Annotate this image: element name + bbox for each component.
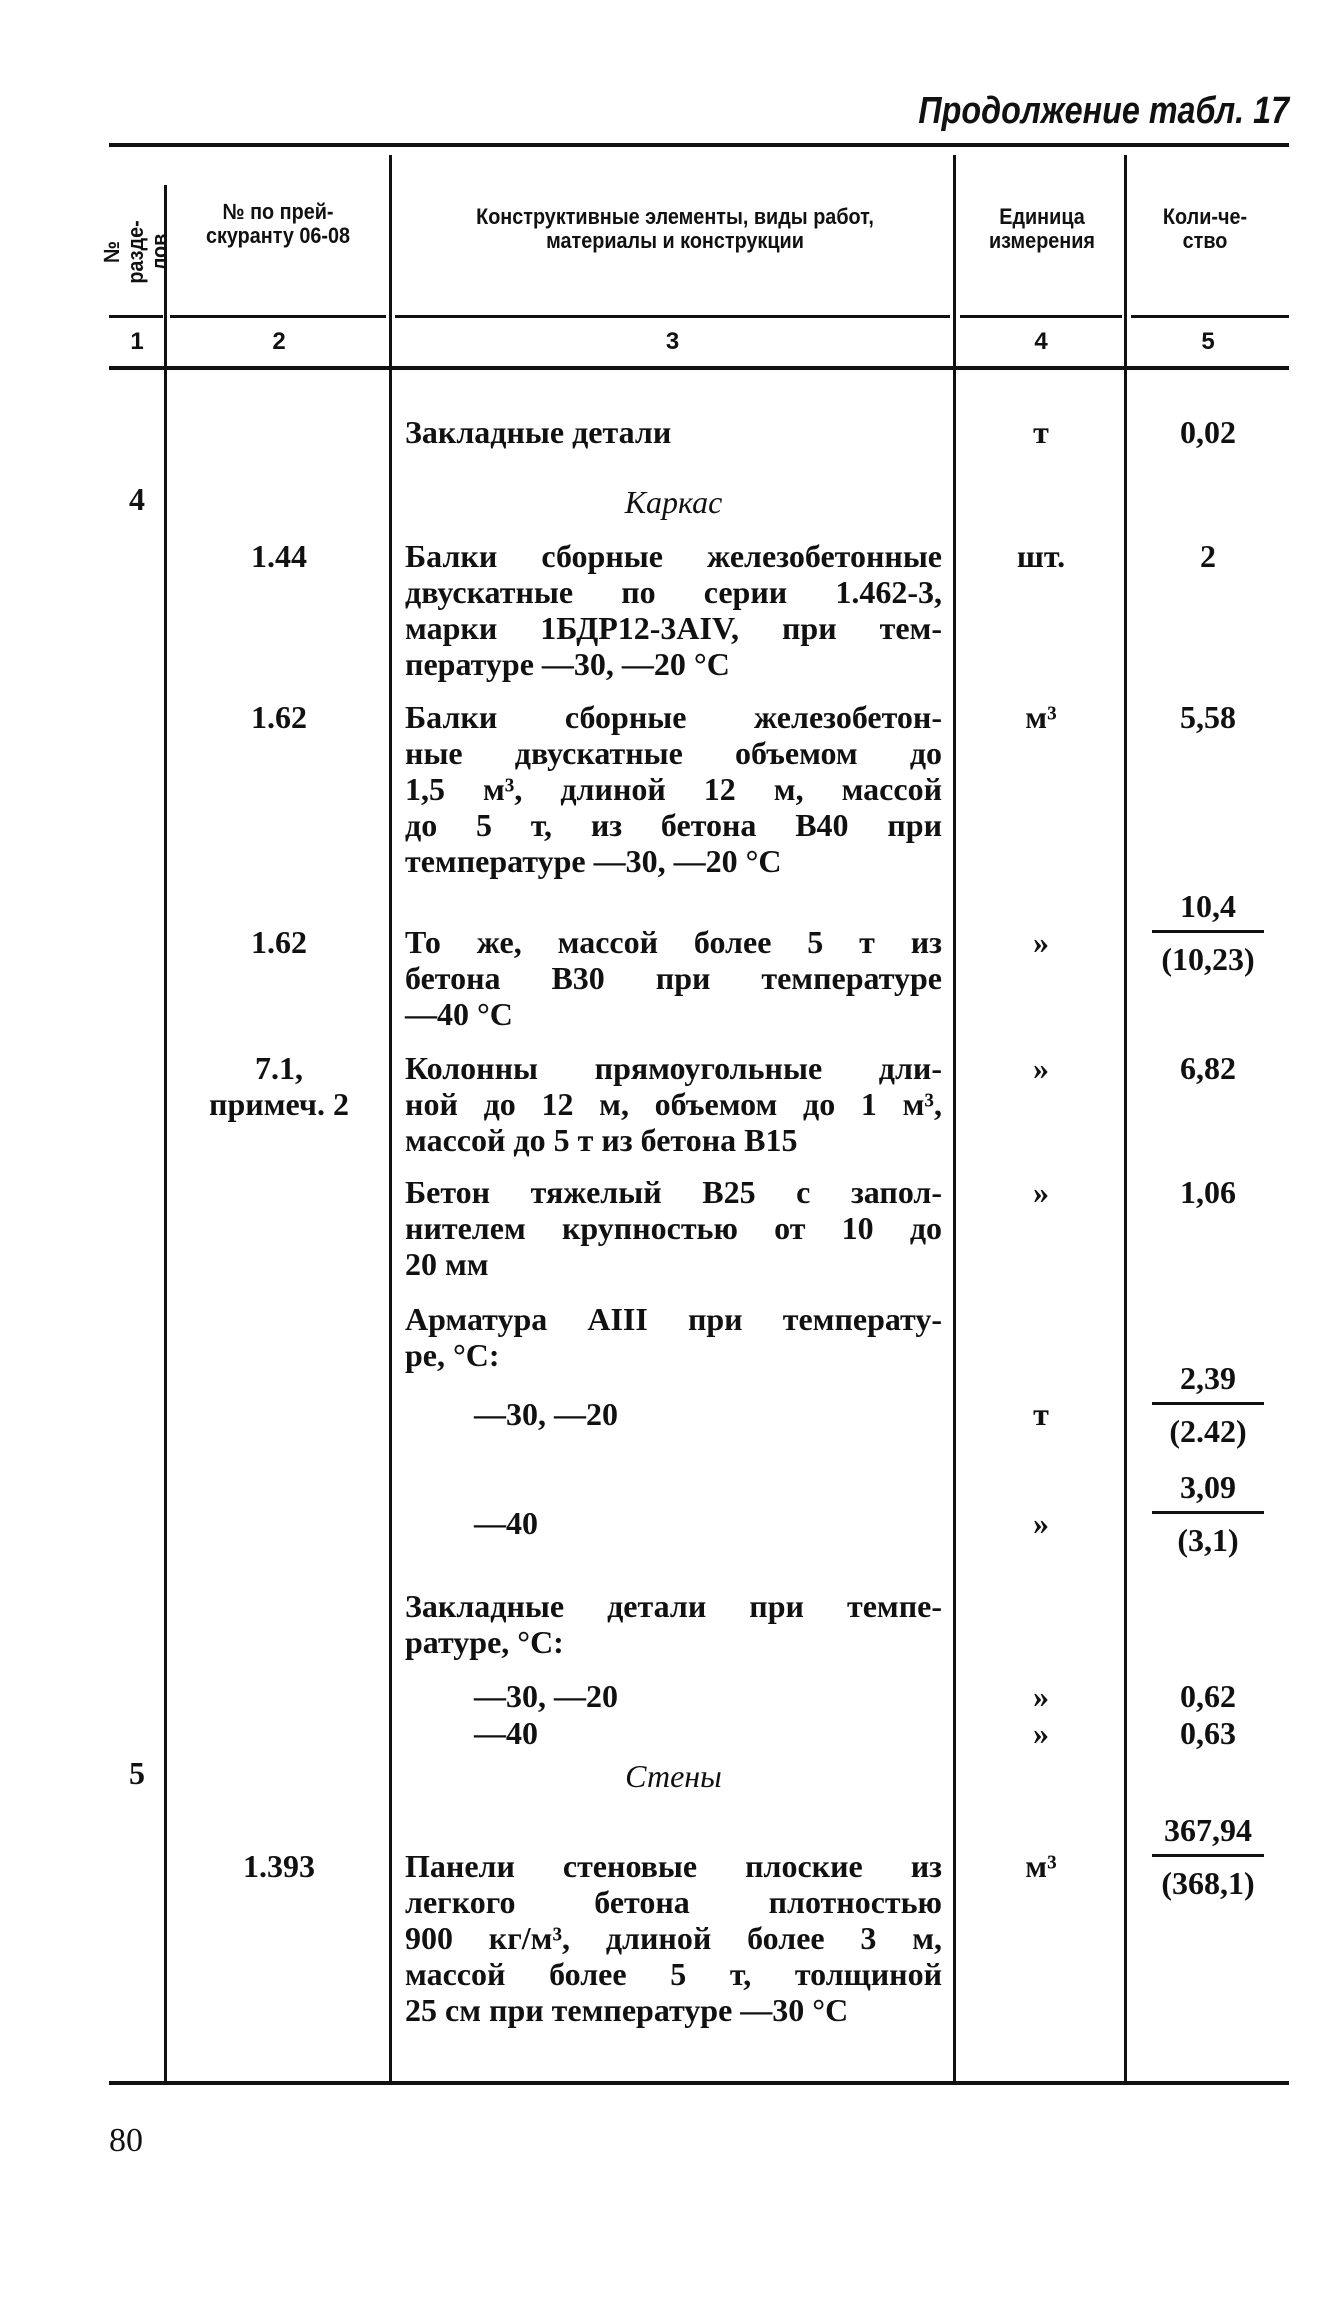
description-line: 1,5 м³, длиной 12 м, массой [405,771,942,807]
work-description [405,1174,942,1282]
work-description [474,1396,934,1432]
section-number: 4 [129,481,145,517]
page-number: 80 [109,2122,143,2159]
quantity: 0,02 [1180,414,1236,450]
work-description [474,1715,934,1751]
table-bottom-rule [109,2081,1289,2085]
quantity: 6,82 [1180,1050,1236,1086]
description-line: температуре —30, —20 °С [405,843,782,879]
description-line: ратуре, °С: [405,1624,564,1660]
quantity: 5,58 [1180,699,1236,735]
work-description [405,699,942,879]
price-list-code: 1.393 [243,1848,315,1884]
price-list-code: 1.44 [251,538,307,574]
description-line: То же, массой более 5 т из [405,924,942,960]
description-line: —40 [474,1715,538,1751]
table-top-rule [109,143,1289,147]
unit-of-measure: шт. [1016,538,1066,574]
header-col-section: № разде-лов [99,220,172,284]
description-line: Панели стеновые плоские из [405,1848,942,1884]
work-description [474,1678,934,1714]
header-col-quantity: Коли-че-ство [1162,204,1248,253]
unit-of-measure: » [1033,1174,1049,1210]
description-line: ной до 12 м, объемом до 1 м³, [405,1086,942,1122]
description-line: пературе —30, —20 °С [405,646,730,682]
header-col-description: Конструктивные элементы, виды работ, материалы и конструкции [476,204,874,253]
description-line: нителем крупностью от 10 до [405,1210,942,1246]
section-heading: Стены [625,1758,722,1794]
description-line: Бетон тяжелый B25 с запол- [405,1174,942,1210]
work-description [405,1588,942,1660]
section-heading: Каркас [624,484,723,520]
work-description [405,1848,942,2028]
quantity-fraction [1128,1360,1288,1449]
description-line: ные двускатные объемом до [405,735,942,771]
quantity: 0,63 [1180,1715,1236,1751]
price-list-code: 1.62 [251,924,307,960]
column-number: 2 [272,328,286,355]
price-list-code: 7.1, [255,1050,303,1086]
quantity-alt-value: (2.42) [1169,1413,1247,1449]
description-line: легкого бетона плотностью [405,1884,942,1920]
description-line: Арматура AIII при температу- [405,1301,942,1337]
header-divider [109,315,163,318]
section-number: 5 [129,1755,145,1791]
description-line: бетона B30 при температуре [405,960,942,996]
description-line: 25 см при температуре —30 °С [405,1992,849,2028]
quantity-alt-value: (3,1) [1177,1522,1239,1558]
description-line: массой более 5 т, толщиной [405,1956,942,1992]
quantity: 0,62 [1180,1678,1236,1714]
work-description [474,1505,934,1541]
quantity-alt-value: (368,1) [1161,1865,1255,1901]
work-description [405,1301,942,1373]
unit-of-measure: м³ [1025,1848,1057,1884]
unit-of-measure: » [1033,1050,1049,1086]
description-line: до 5 т, из бетона B40 при [405,807,942,843]
fraction-bar [1152,1402,1264,1405]
header-col-unit: Единица измерения [989,204,1095,253]
column-divider [389,155,392,2083]
header-divider [960,315,1122,318]
work-description [405,924,942,1032]
description-line: —30, —20 [474,1396,618,1432]
header-divider [395,315,950,318]
header-divider [170,315,386,318]
unit-of-measure: м³ [1025,699,1057,735]
column-number: 5 [1201,328,1215,355]
description-line: 20 мм [405,1246,489,1282]
description-line: Балки сборные железобетон- [405,699,942,735]
quantity-fraction [1128,1469,1288,1558]
quantity-value: 10,4 [1180,888,1236,924]
unit-of-measure: » [1033,1505,1049,1541]
column-divider [1124,155,1127,2083]
unit-of-measure: » [1033,924,1049,960]
unit-of-measure: т [1033,414,1049,450]
description-line: Колонны прямоугольные дли- [405,1050,942,1086]
description-line: двускатные по серии 1.462-3, [405,574,942,610]
quantity-value: 367,94 [1164,1812,1252,1848]
column-number: 1 [130,328,144,355]
quantity-fraction [1128,888,1288,977]
quantity-value: 2,39 [1180,1360,1236,1396]
header-col-code: № по прей-скуранту 06-08 [205,199,351,248]
fraction-bar [1152,930,1264,933]
price-list-code: примеч. 2 [209,1086,349,1122]
column-number: 4 [1034,328,1048,355]
description-line: —40 °С [405,996,513,1032]
header-bottom-rule [109,366,1289,370]
quantity-value: 3,09 [1180,1469,1236,1505]
description-line: Закладные детали [405,414,672,450]
column-divider [953,155,956,2083]
header-divider [1131,315,1289,318]
description-line: —40 [474,1505,538,1541]
quantity: 1,06 [1180,1174,1236,1210]
unit-of-measure: » [1033,1678,1049,1714]
fraction-bar [1152,1854,1264,1857]
description-line: 900 кг/м³, длиной более 3 м, [405,1920,942,1956]
unit-of-measure: т [1033,1396,1049,1432]
description-line: Балки сборные железобетонные [405,538,942,574]
column-divider [164,185,167,2083]
quantity-fraction [1128,1812,1288,1901]
unit-of-measure: » [1033,1715,1049,1751]
table-caption: Продолжение табл. 17 [918,90,1289,132]
description-line: ре, °С: [405,1337,500,1373]
quantity: 2 [1200,538,1216,574]
work-description [405,1050,942,1158]
price-list-code: 1.62 [251,699,307,735]
description-line: массой до 5 т из бетона B15 [405,1122,798,1158]
column-number: 3 [665,328,680,355]
description-line: марки 1БДР12-3АIV, при тем- [405,610,942,646]
quantity-alt-value: (10,23) [1161,941,1255,977]
fraction-bar [1152,1511,1264,1514]
description-line: Закладные детали при темпе- [405,1588,942,1624]
description-line: —30, —20 [474,1678,618,1714]
work-description [405,414,942,450]
work-description [405,538,942,682]
